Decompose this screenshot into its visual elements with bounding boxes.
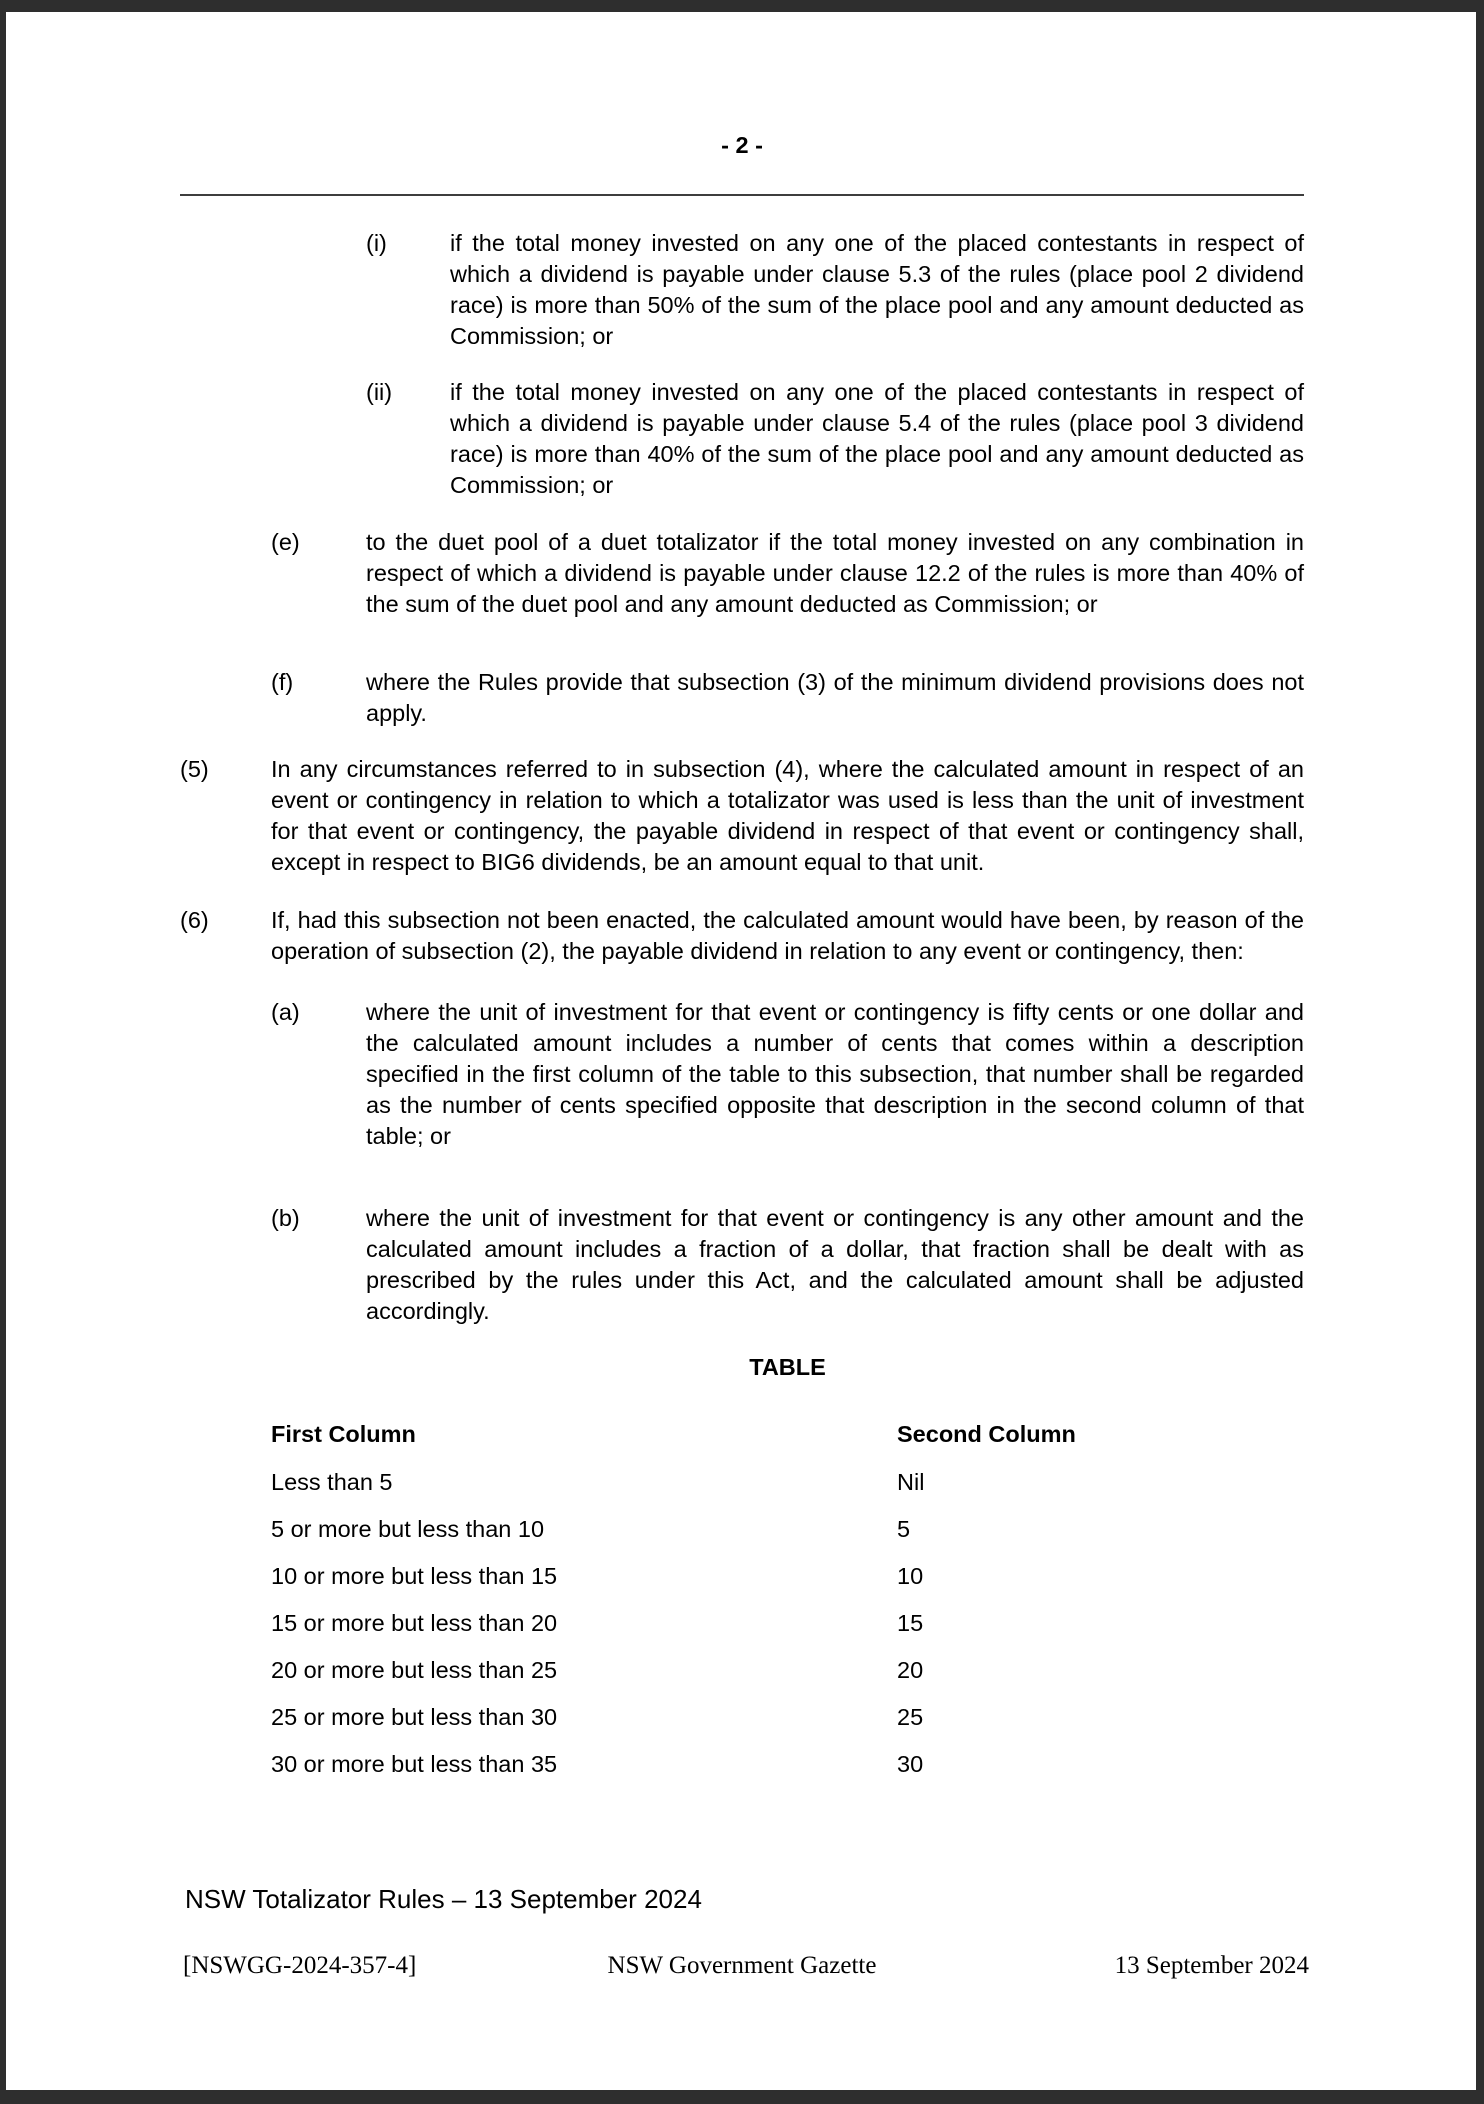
table-cell-second: 20 [897, 1657, 924, 1683]
clause-text: if the total money invested on any one of the placed contestants in respect of which a dividend is payable under clause 5.4 of the rules (place pool 3 dividend race) is more than 40% of the sum of the place pool and any amount deducted as Commission; or [450, 379, 1304, 498]
document-page [6, 12, 1476, 2090]
table-row [180, 1561, 1304, 1592]
table-cell-second: 30 [897, 1751, 924, 1777]
table-cell-first: 15 or more but less than 20 [271, 1610, 558, 1636]
subsection-6 [180, 905, 1304, 967]
clause-text: where the Rules provide that subsection (3) of the minimum dividend provisions does not apply. [366, 669, 1304, 726]
clause-text: to the duet pool of a duet totalizator if the total money invested on any combination in respect of which a dividend is payable under clause 12.2 of the rules is more than 40% of the sum of the duet pool and any amount deducted as Commission; or [366, 529, 1304, 617]
table-cell-first: 5 or more but less than 10 [271, 1516, 545, 1542]
gazette-reference: [NSWGG-2024-357-4] [183, 1952, 417, 1979]
clause-text: If, had this subsection not been enacted, the calculated amount would have been, by reason of the operation of subsection (2), the payable dividend in relation to any event or contingency, then: [271, 907, 1304, 964]
clause-item-ii [366, 377, 1304, 501]
table-cell-first: 25 or more but less than 30 [271, 1704, 558, 1730]
subsection-5 [180, 754, 1304, 878]
table-row [180, 1655, 1304, 1686]
table-title: TABLE [749, 1354, 826, 1380]
header-rule [180, 194, 1304, 196]
table-cell-second: 25 [897, 1704, 924, 1730]
clause-marker: (f) [271, 669, 294, 695]
table-header-row [180, 1419, 1304, 1450]
document-title-footer: NSW Totalizator Rules – 13 September 2024 [185, 1884, 702, 1914]
gazette-footer-line [180, 1950, 1309, 1981]
gazette-date: 13 September 2024 [1114, 1952, 1309, 1979]
gazette-name: NSW Government Gazette [607, 1952, 877, 1979]
clause-marker: (6) [180, 907, 209, 933]
clause-marker: (5) [180, 756, 209, 782]
table-row [180, 1608, 1304, 1639]
table-cell-second: 5 [897, 1516, 911, 1542]
table-cell-second: Nil [897, 1469, 925, 1495]
clause-text: where the unit of investment for that event or contingency is any other amount and the calculated amount includes a fraction of a dollar, that fraction shall be dealt with as prescribed by the rules under this Act, and the calculated amount shall be adjusted accordingly. [366, 1205, 1304, 1324]
clause-marker: (b) [271, 1205, 300, 1231]
table-cell-first: 20 or more but less than 25 [271, 1657, 558, 1683]
clause-marker: (ii) [366, 379, 393, 405]
table-col2-header: Second Column [897, 1421, 1076, 1447]
table-cell-first: Less than 5 [271, 1469, 393, 1495]
clause-item-e [271, 527, 1304, 620]
clause-item-f [271, 667, 1304, 729]
table-row [180, 1514, 1304, 1545]
clause-marker: (i) [366, 230, 387, 256]
page-content [180, 12, 1309, 1981]
clause-text: if the total money invested on any one of the placed contestants in respect of which a dividend is payable under clause 5.3 of the rules (place pool 2 dividend race) is more than 50% of the sum of the place pool and any amount deducted as Commission; or [450, 230, 1304, 349]
table-cell-first: 30 or more but less than 35 [271, 1751, 558, 1777]
table-cell-second: 15 [897, 1610, 924, 1636]
clause-text: In any circumstances referred to in subsection (4), where the calculated amount in respect of an event or contingency in relation to which a totalizator was used is less than the unit of investment for that event or contingency, the payable dividend in respect of that event or contingency shall, except in respect to BIG6 dividends, be an amount equal to that unit. [271, 756, 1304, 875]
clause-text: where the unit of investment for that event or contingency is fifty cents or one dollar and the calculated amount includes a number of cents that comes within a description specified in the first column of the table to this subsection, that number shall be regarded as the number of cents specified opposite that description in the second column of that table; or [366, 999, 1304, 1149]
table-cell-first: 10 or more but less than 15 [271, 1563, 558, 1589]
clause-marker: (e) [271, 529, 300, 555]
table-row [180, 1749, 1304, 1780]
clause-marker: (a) [271, 999, 300, 1025]
clause-item-b [271, 1203, 1304, 1327]
table-row [180, 1702, 1304, 1733]
table-col1-header: First Column [271, 1421, 416, 1447]
page-number: - 2 - [721, 132, 763, 158]
table-row [180, 1467, 1304, 1498]
clause-item-a [271, 997, 1304, 1152]
clause-item-i [366, 228, 1304, 352]
table-cell-second: 10 [897, 1563, 924, 1589]
